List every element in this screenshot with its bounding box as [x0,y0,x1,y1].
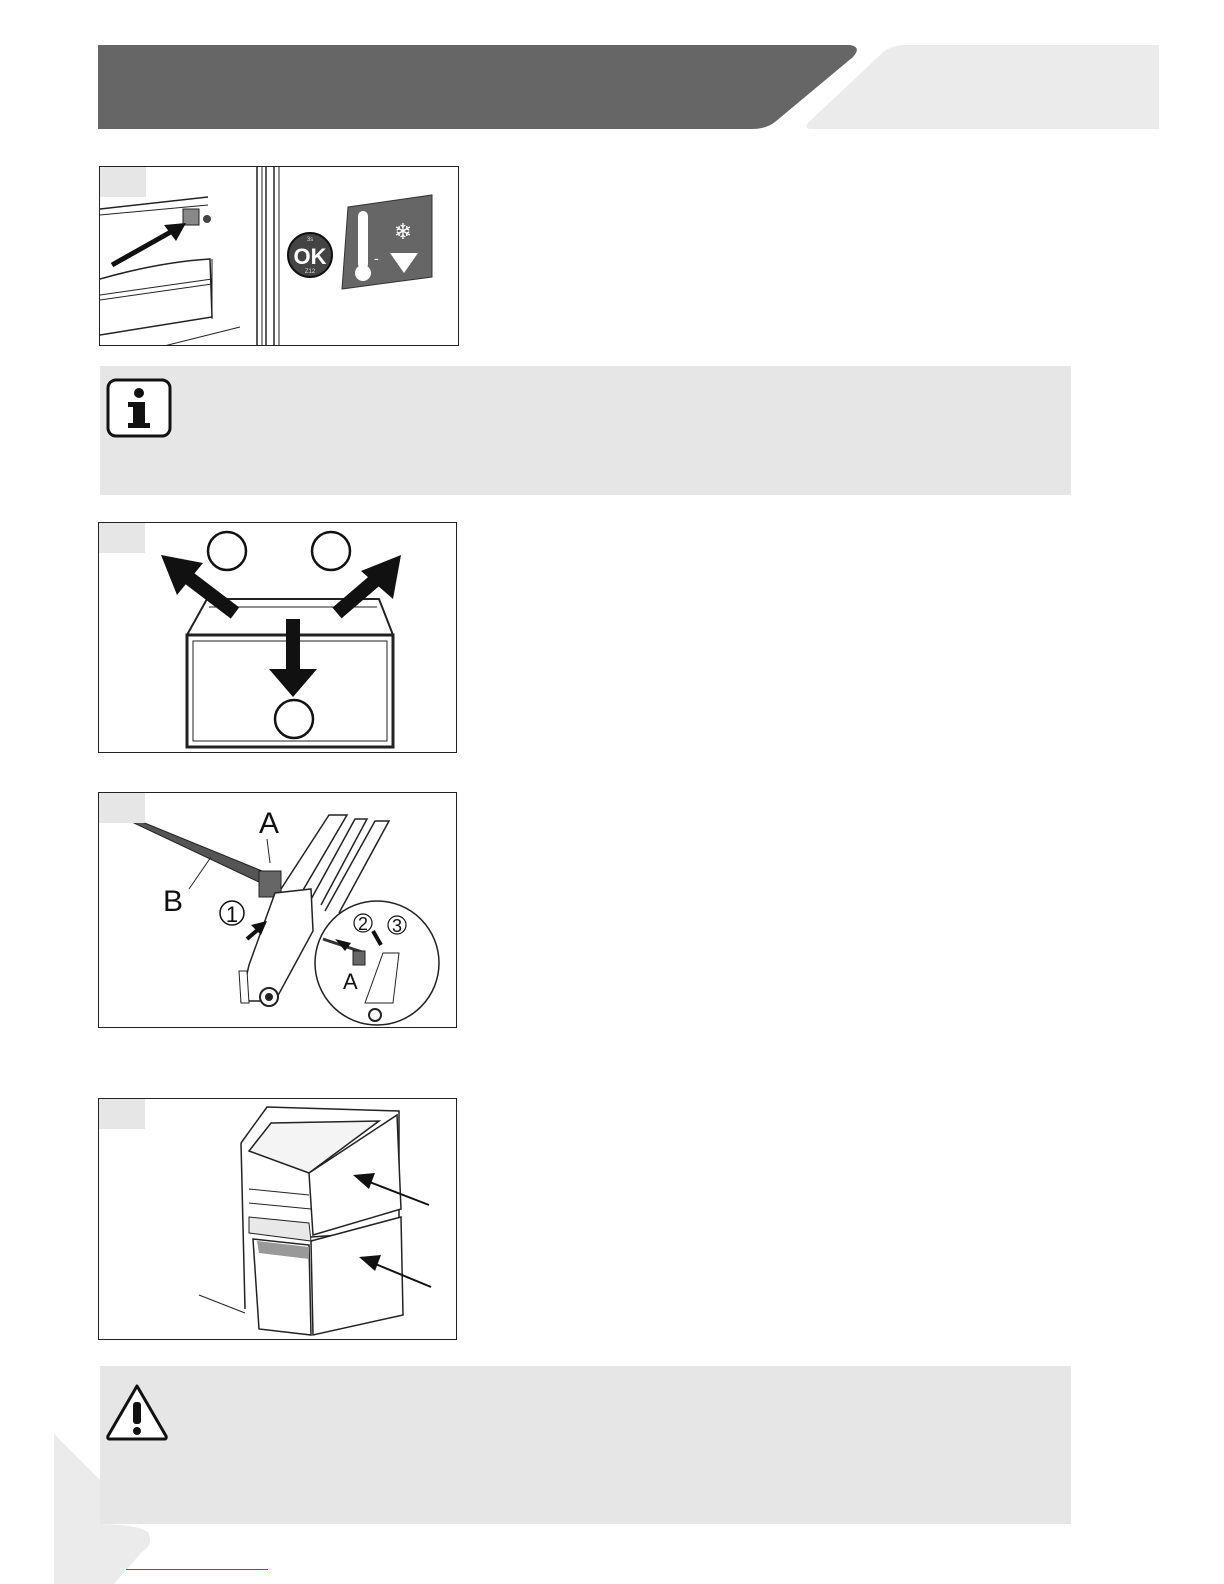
figure-freezer-drawers [98,1098,457,1340]
svg-text:OK: OK [293,244,327,269]
info-note [100,366,1071,495]
snowflake-icon: ❄ [393,219,413,244]
figure-rail-assembly [98,792,457,1028]
figure-drawer-removal [98,522,457,753]
figure-number-tab [99,523,145,553]
svg-text:Z12: Z12 [304,269,316,275]
warning-note [100,1366,1071,1524]
svg-text:A: A [259,807,280,840]
step-circle [208,532,246,570]
header-banner [0,0,1224,140]
svg-text:2: 2 [357,914,369,934]
figure-number-tab [99,793,145,823]
rail-illustration [99,793,457,1028]
header-dark-bar [98,45,857,129]
step-circle [275,700,313,738]
svg-text:1: 1 [225,902,239,927]
svg-text:3s: 3s [306,237,314,243]
svg-text:3: 3 [391,916,403,936]
freezer-illustration [99,1099,457,1340]
step-circle [312,532,350,570]
svg-text:B: B [163,885,184,918]
info-icon [106,378,172,438]
svg-text:-: - [374,250,379,266]
figure-number-tab [100,167,146,197]
control-panel-illustration [100,167,459,346]
detail-inset [315,901,439,1025]
warning-icon [104,1382,170,1442]
page-corner-tab [54,1434,154,1584]
drawer-illustration [99,523,457,753]
header-light-tab [806,45,1159,129]
svg-text:A: A [343,969,358,994]
figure-control-panel [99,166,459,346]
footer-link-underline [126,1569,268,1570]
figure-number-tab [99,1099,145,1129]
